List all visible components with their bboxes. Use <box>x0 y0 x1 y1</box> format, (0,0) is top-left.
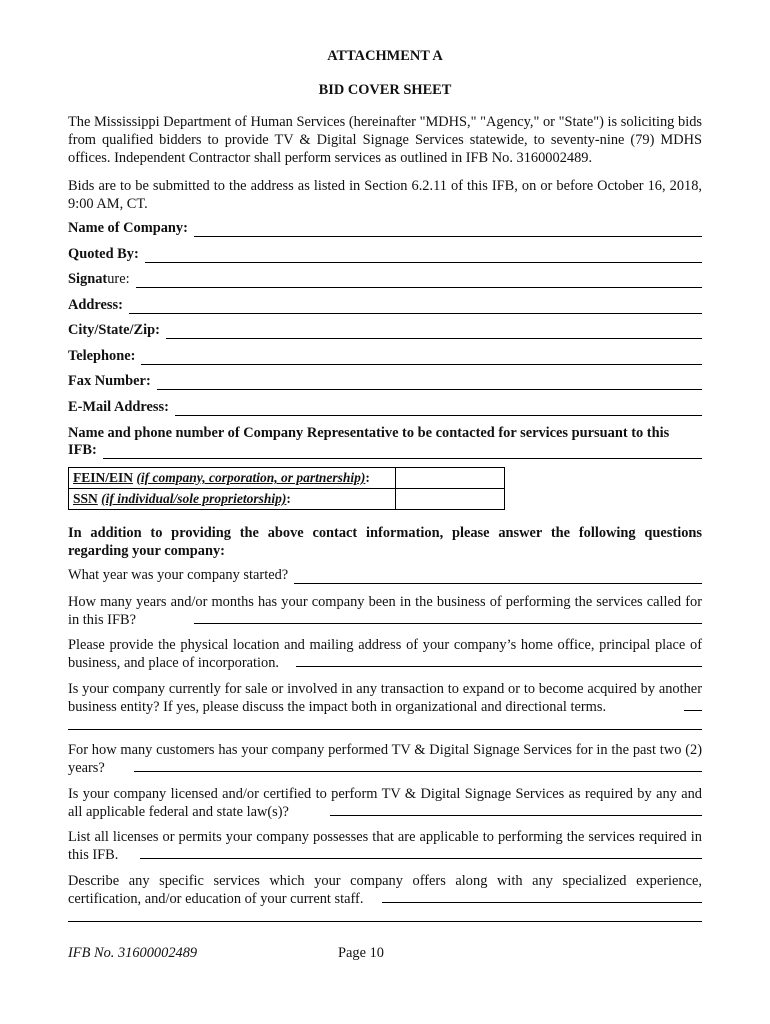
fax-line[interactable] <box>157 375 702 390</box>
city-state-zip-field[interactable] <box>68 321 702 339</box>
question-year-started-line[interactable] <box>294 569 702 584</box>
attachment-title: ATTACHMENT A <box>327 48 443 64</box>
tax-id-table <box>68 467 702 510</box>
email-field[interactable] <box>68 398 702 416</box>
signature-label-rest: ure: <box>107 271 130 287</box>
signature-label <box>68 270 130 288</box>
address-field[interactable] <box>68 296 702 314</box>
ssn-row <box>69 489 702 510</box>
question-year-started-label: What year was your company started? <box>68 567 289 583</box>
fein-label-cell <box>69 468 396 489</box>
question-services-label: Describe any specific services which your company offers along with any specialized experience, certification, and/or education of your current staff. <box>68 873 702 907</box>
footer-page-number: Page 10 <box>338 945 384 961</box>
telephone-field[interactable] <box>68 347 702 365</box>
question-customers-label: For how many customers has your company performed TV & Digital Signage Services for in the past two (2) years? <box>68 742 702 776</box>
fein-input-cell[interactable] <box>396 468 505 489</box>
submission-paragraph: Bids are to be submitted to the address as listed in Section 6.2.11 of this IFB, on or before October 16, 2018, 9:00 AM, CT. <box>68 178 702 212</box>
ssn-input-cell[interactable] <box>396 489 505 510</box>
question-services-line-1[interactable] <box>382 902 702 903</box>
question-for-sale-label: Is your company currently for sale or involved in any transaction to expand or to become acquired by another business entity? If yes, please discuss the impact both in organizational and directional terms. <box>68 681 702 715</box>
question-services-line-2[interactable] <box>68 921 702 922</box>
address-line[interactable] <box>129 299 702 314</box>
company-name-line[interactable] <box>194 222 702 237</box>
city-state-zip-line[interactable] <box>166 324 702 339</box>
question-licenses-line[interactable] <box>140 858 702 859</box>
representative-line[interactable] <box>103 444 702 459</box>
ssn-label: SSN <box>73 491 98 506</box>
email-label: E-Mail Address: <box>68 399 169 415</box>
question-licensed-line[interactable] <box>330 815 702 816</box>
intro-paragraph: The Mississippi Department of Human Services (hereinafter "MDHS," "Agency," or "State") is soliciting bids from qualified bidders to provide TV & Digital Signage Services statewide, to seventy-nine (79) MDHS offices. Independent Contractor shall perform services as outlined in IFB No. 3160002489. <box>68 114 702 166</box>
quoted-by-line[interactable] <box>145 248 702 263</box>
fax-label: Fax Number: <box>68 373 151 389</box>
fax-field[interactable] <box>68 372 702 390</box>
telephone-line[interactable] <box>141 350 702 365</box>
questions-heading: In addition to providing the above contact information, please answer the following questions regarding your company: <box>68 525 702 559</box>
question-for-sale-line-2[interactable] <box>68 729 702 730</box>
city-state-zip-label: City/State/Zip: <box>68 322 160 338</box>
quoted-by-field[interactable] <box>68 245 702 263</box>
footer-ifb-number: IFB No. 31600002489 <box>68 945 198 961</box>
representative-label-line1: Name and phone number of Company Representative to be contacted for services pursuant to this <box>68 425 670 441</box>
representative-field[interactable] <box>68 441 702 459</box>
quoted-by-label: Quoted By: <box>68 246 139 262</box>
fein-note: (if company, corporation, or partnership) <box>136 470 366 485</box>
question-years-in-business-line[interactable] <box>194 623 702 624</box>
ssn-spacer <box>505 489 702 510</box>
ssn-colon: : <box>286 491 291 506</box>
question-year-started[interactable] <box>68 566 702 584</box>
question-licensed-label: Is your company licensed and/or certified to perform TV & Digital Signage Services as required by any and all applicable federal and state law(s)? <box>68 786 702 820</box>
company-name-field[interactable] <box>68 219 702 237</box>
question-location-label: Please provide the physical location and mailing address of your company’s home office, principal place of business, and place of incorporation. <box>68 637 702 671</box>
signature-label-bold: Signat <box>68 271 108 287</box>
signature-field[interactable] <box>68 270 702 288</box>
company-name-label: Name of Company: <box>68 220 188 236</box>
representative-label-line2: IFB: <box>68 442 97 458</box>
question-for-sale[interactable] <box>68 680 702 716</box>
telephone-label: Telephone: <box>68 348 136 364</box>
question-licenses-label: List all licenses or permits your company possesses that are applicable to performing the services required in this IFB. <box>68 829 702 863</box>
fein-label: FEIN/EIN <box>73 470 134 485</box>
question-years-in-business-label: How many years and/or months has your company been in the business of performing the services called for in this IFB? <box>68 594 702 628</box>
email-line[interactable] <box>175 401 702 416</box>
fein-spacer <box>505 468 702 489</box>
ssn-label-cell <box>69 489 396 510</box>
question-for-sale-line-1[interactable] <box>684 710 702 711</box>
signature-line[interactable] <box>136 273 702 288</box>
bid-cover-title: BID COVER SHEET <box>318 82 452 98</box>
ssn-note: (if individual/sole proprietorship) <box>101 491 287 506</box>
question-customers-line[interactable] <box>134 771 702 772</box>
question-location-line[interactable] <box>296 666 702 667</box>
fein-colon: : <box>365 470 370 485</box>
fein-row <box>69 468 702 489</box>
address-label: Address: <box>68 297 123 313</box>
